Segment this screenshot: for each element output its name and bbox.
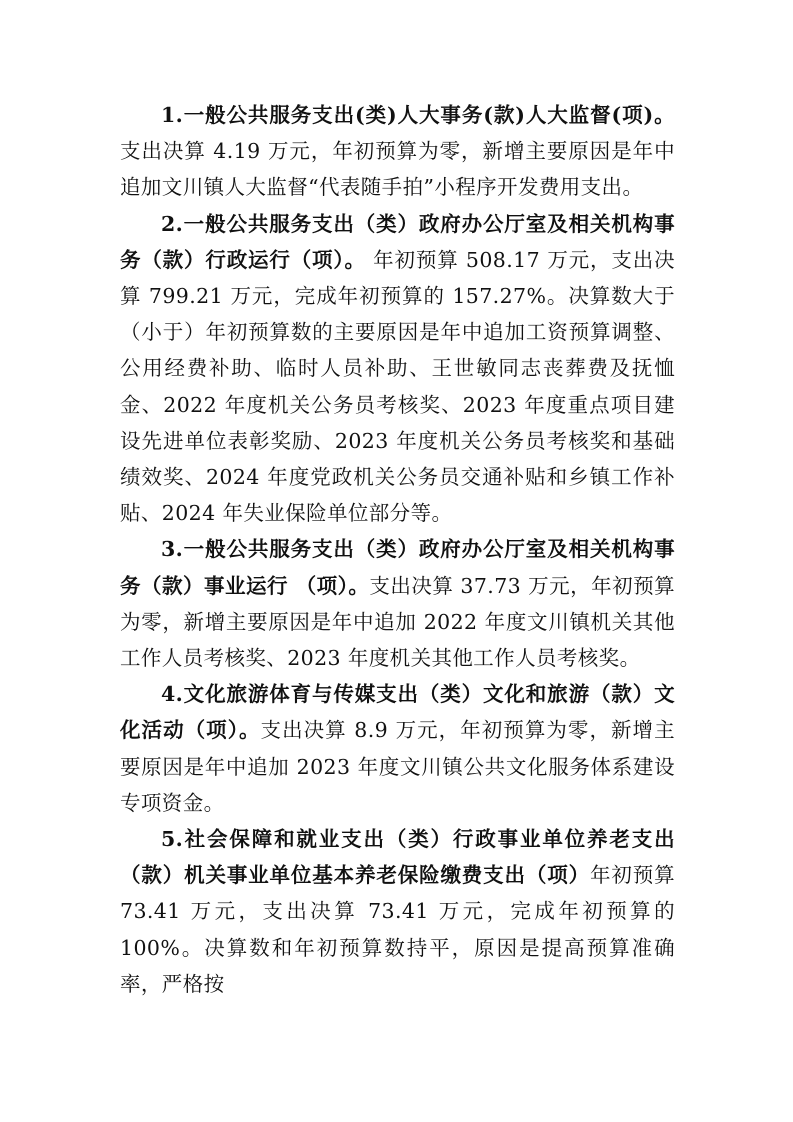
paragraph-5-heading: 5.社会保障和就业支出（类）行政事业单位养老支出（款）机关事业单位基本养老保险缴费支出（项） [120,827,675,888]
paragraph-3-body: 支出决算 37.73 万元，年初预算为零，新增主要原因是年中追加 2022 年度文川镇机关其他工作人员考核奖、2023 年度机关其他工作人员考核奖。 [120,573,676,671]
paragraph-4 [120,676,675,821]
paragraph-5 [120,821,675,1002]
paragraph-2-heading: 2.一般公共服务支出（类）政府办公厅室及相关机构事务（款）行政运行（项）。 [120,211,675,272]
paragraph-2 [120,206,675,532]
paragraph-5-body: 年初预算 73.41 万元，支出决算 73.41 万元，完成年初预算的 100%。决算数和年初预算数持平，原因是提高预算准确率，严格按 [120,863,675,996]
paragraph-1-body: 支出决算 4.19 万元，年初预算为零，新增主要原因是年中追加文川镇人大监督“代表随手拍”小程序开发费用支出。 [120,139,675,200]
paragraph-4-heading: 4.文化旅游体育与传媒支出（类）文化和旅游（款）文化活动（项）。 [120,682,675,743]
paragraph-1-heading: 1.一般公共服务支出(类)人大事务(款)人大监督(项)。 [161,103,675,127]
paragraph-4-body: 支出决算 8.9 万元，年初预算为零，新增主要原因是年中追加 2023 年度文川镇公共文化服务体系建设专项资金。 [120,718,675,815]
paragraph-3 [120,531,675,676]
paragraph-2-body: 年初预算 508.17 万元，支出决算 799.21 万元，完成年初预算的 157.27%。决算数大于（小于）年初预算数的主要原因是年中追加工资预算调整、公用经费补助、临时人员补助、王世敏同志丧葬费及抚恤金、2022 年度机关公务员考核奖、2023 年度重点项目建设先进单位表彰奖励、2023 年度机关公务员考核奖和基础绩效奖、2024 年度党政机关公务员交通补贴和乡镇工作补贴、2024 年失业保险单位部分等。 [120,247,675,526]
paragraph-1 [120,97,675,206]
paragraph-3-heading: 3.一般公共服务支出（类）政府办公厅室及相关机构事务（款）事业运行 （项）。 [120,537,675,598]
